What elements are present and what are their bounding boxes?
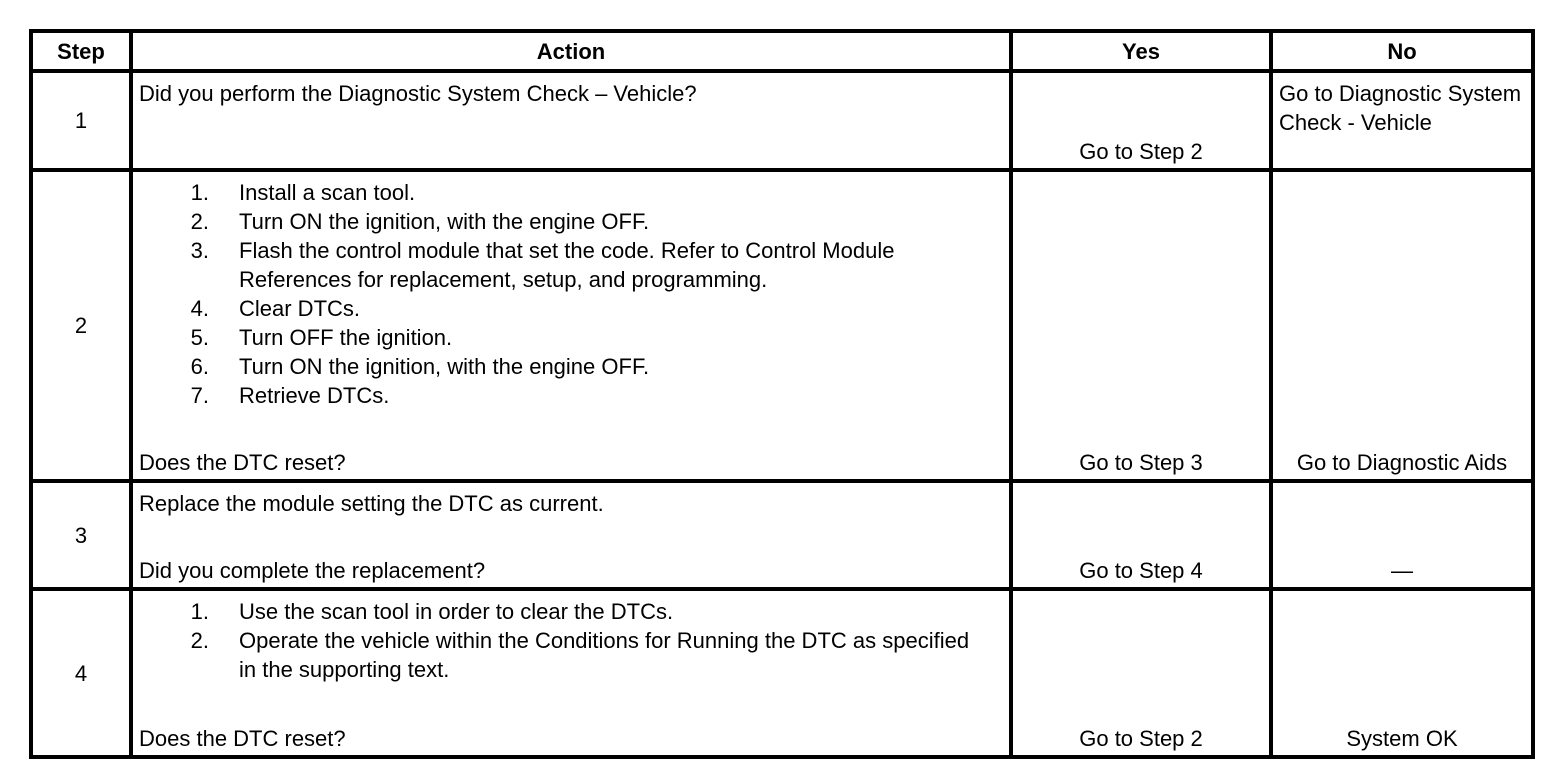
- no-cell: [1271, 481, 1533, 589]
- step-number: 4: [31, 589, 131, 757]
- substep-number: 2.: [190, 628, 209, 653]
- substep-number: 7.: [190, 383, 209, 408]
- list-item: [139, 236, 1003, 294]
- substep-text: Turn ON the ignition, with the engine OFF.: [239, 209, 650, 234]
- no-cell: [1271, 589, 1533, 757]
- no-cell: [1271, 71, 1533, 170]
- substep-text: Operate the vehicle within the Conditions for Running the DTC as specified in the supporting text.: [239, 628, 970, 682]
- action-cell: [131, 589, 1011, 757]
- action-cell: [131, 170, 1011, 481]
- substep-text: Use the scan tool in order to clear the DTCs.: [239, 599, 674, 624]
- list-item: [139, 597, 1003, 626]
- no-value: —: [1391, 558, 1413, 583]
- table-row: [31, 481, 1533, 589]
- substep-number: 1.: [190, 180, 209, 205]
- question-text: Does the DTC reset?: [139, 450, 346, 475]
- no-link[interactable]: Go to Diagnostic Aids: [1296, 450, 1508, 475]
- list-item: [139, 352, 1003, 381]
- list-item: [139, 626, 1003, 684]
- substep-text: Install a scan tool.: [239, 180, 416, 205]
- diagnostic-table: [29, 29, 1535, 759]
- table-row: [31, 170, 1533, 481]
- question-text: Did you complete the replacement?: [139, 558, 486, 583]
- yes-link[interactable]: Go to Step 2: [1079, 139, 1203, 164]
- substep-number: 1.: [190, 599, 209, 624]
- list-item: [139, 294, 1003, 323]
- no-link[interactable]: Go to Diagnostic System Check - Vehicle: [1279, 81, 1522, 135]
- table-row: [31, 71, 1533, 170]
- step-number: 3: [31, 481, 131, 589]
- yes-cell: [1011, 71, 1271, 170]
- yes-link[interactable]: Go to Step 2: [1079, 726, 1203, 751]
- substep-list: [139, 178, 1003, 410]
- substep-number: 3.: [190, 238, 209, 263]
- table-row: [31, 589, 1533, 757]
- yes-link[interactable]: Go to Step 3: [1079, 450, 1203, 475]
- substep-number: 5.: [190, 325, 209, 350]
- no-value: System OK: [1346, 726, 1458, 751]
- substep-number: 2.: [190, 209, 209, 234]
- substep-number: 6.: [190, 354, 209, 379]
- yes-link[interactable]: Go to Step 4: [1079, 558, 1203, 583]
- substep-text: Turn ON the ignition, with the engine OFF.: [239, 354, 650, 379]
- substep-text: Turn OFF the ignition.: [239, 325, 453, 350]
- header-action: Action: [131, 31, 1011, 71]
- substep-text: Retrieve DTCs.: [239, 383, 390, 408]
- substep-list: [139, 597, 1003, 684]
- no-cell: [1271, 170, 1533, 481]
- list-item: [139, 323, 1003, 352]
- substep-number: 4.: [190, 296, 209, 321]
- action-cell: [131, 71, 1011, 170]
- action-text: Replace the module setting the DTC as current.: [139, 491, 604, 516]
- substep-text: Flash the control module that set the code. Refer to Control Module References for replacement, setup, and programming.: [239, 238, 895, 292]
- substep-text: Clear DTCs.: [239, 296, 361, 321]
- yes-cell: [1011, 589, 1271, 757]
- header-no: No: [1271, 31, 1533, 71]
- action-text: Did you perform the Diagnostic System Check – Vehicle?: [139, 81, 697, 106]
- header-yes: Yes: [1011, 31, 1271, 71]
- header-row: [31, 31, 1533, 71]
- header-step: Step: [31, 31, 131, 71]
- list-item: [139, 381, 1003, 410]
- yes-cell: [1011, 481, 1271, 589]
- yes-cell: [1011, 170, 1271, 481]
- list-item: [139, 178, 1003, 207]
- step-number: 2: [31, 170, 131, 481]
- question-text: Does the DTC reset?: [139, 726, 346, 751]
- step-number: 1: [31, 71, 131, 170]
- action-cell: [131, 481, 1011, 589]
- list-item: [139, 207, 1003, 236]
